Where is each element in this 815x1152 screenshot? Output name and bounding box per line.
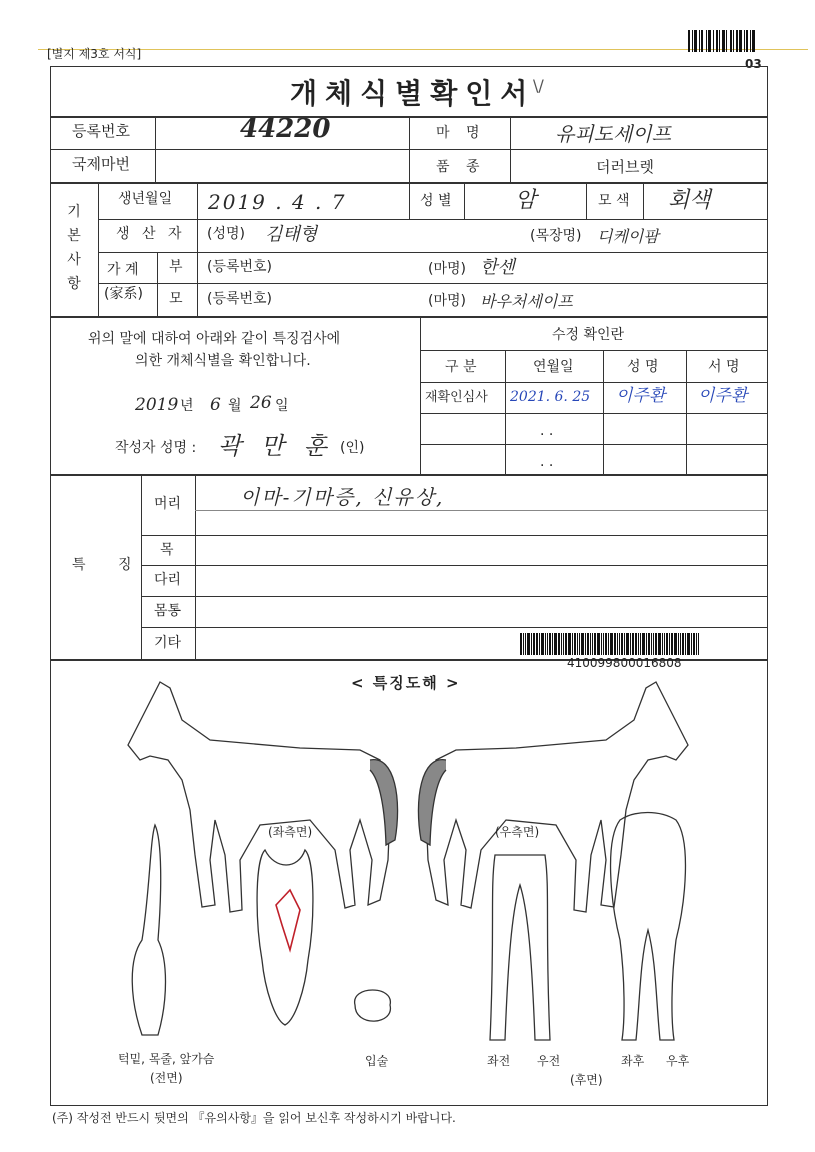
- muzzle-label: 입술: [365, 1054, 389, 1068]
- left-hind-label: 좌후: [621, 1054, 645, 1068]
- date-month: 6: [210, 395, 221, 415]
- diagram-title: < 특징도해 >: [351, 674, 461, 692]
- feature-label-neck: 목: [160, 542, 174, 558]
- date-month-unit: 월: [228, 398, 242, 414]
- color-label: 모 색: [598, 193, 630, 209]
- amend-row1-sign: 이주환: [698, 386, 748, 406]
- feature-label-head: 머리: [154, 496, 182, 512]
- sire-label: 부: [169, 259, 183, 275]
- amend-row1-type: 재확인심사: [425, 390, 488, 405]
- seal-label: (인): [340, 440, 365, 456]
- color-value: 회색: [668, 188, 711, 213]
- statement-line2: 의한 개체식별을 확인합니다.: [135, 353, 311, 369]
- amend-title: 수정 확인란: [552, 327, 625, 343]
- barcode-number: 410099800016808: [567, 656, 682, 670]
- front-chest-view: [132, 825, 165, 1035]
- writer-value: 곽 만 훈: [218, 432, 333, 460]
- horse-name-value: 유피도세이프: [555, 122, 671, 146]
- birth-value: 2019 . 4 . 7: [208, 190, 347, 214]
- date-day-unit: 일: [275, 398, 289, 414]
- date-year-unit: 년: [180, 398, 194, 414]
- amend-header-sign: 서 명: [708, 359, 740, 375]
- dam-name-label: (마명): [428, 293, 466, 309]
- dam-reg-no-label: (등록번호): [207, 291, 273, 307]
- feature-label-body: 몸통: [154, 603, 182, 619]
- top-barcode: [688, 30, 755, 52]
- footer-note: (주) 작성전 반드시 뒷면의 『유의사항』을 읽어 보신후 작성하시기 바랍니다.: [52, 1111, 456, 1125]
- sex-label: 성 별: [420, 193, 452, 209]
- amend-row3-date: . .: [540, 454, 554, 470]
- page-number: 03: [745, 57, 762, 71]
- page-title: 개체식별확인서: [290, 77, 536, 110]
- amend-header-date: 연월일: [533, 359, 574, 375]
- dam-label: 모: [169, 291, 183, 307]
- feature-value-head: 이마-기마증, 신유상,: [240, 485, 445, 509]
- horse-diagram: [50, 660, 766, 1105]
- statement-line1: 위의 말에 대하여 아래와 같이 특징검사에: [88, 331, 341, 347]
- farm-value: 디케이팜: [597, 227, 659, 246]
- amend-header-name: 성 명: [627, 359, 659, 375]
- basic-section-label: 기 본 사 항: [67, 204, 81, 292]
- right-fore-label: 우전: [537, 1054, 561, 1068]
- farm-label: (목장명): [530, 228, 582, 244]
- amend-row1-name: 이주환: [616, 386, 666, 406]
- horse-name-label: 마 명: [436, 125, 486, 141]
- head-front-view: [257, 850, 313, 1025]
- left-side-horse: [128, 682, 398, 912]
- left-side-label: (좌측면): [268, 825, 313, 839]
- rear-label: (후면): [570, 1073, 603, 1087]
- birth-label: 생년월일: [118, 191, 173, 207]
- amend-header-type: 구 분: [445, 359, 477, 375]
- producer-name-value: 김태형: [265, 224, 318, 245]
- date-year: 2019: [135, 395, 179, 415]
- sex-value: 암: [515, 188, 537, 213]
- front-caption: 턱밑, 목줄, 앞가슴: [118, 1052, 215, 1066]
- muzzle-view: [355, 990, 391, 1021]
- form-tag: [별지 제3호 서식]: [47, 47, 142, 61]
- producer-name-label: (성명): [207, 226, 245, 242]
- family-label-hanja: (家系): [104, 286, 143, 302]
- breed-label: 품 종: [436, 159, 486, 175]
- front-label: (전면): [150, 1071, 183, 1085]
- breed-value: 더러브렛: [596, 158, 654, 176]
- feature-barcode: [520, 633, 699, 655]
- amend-row1-date: 2021. 6. 25: [510, 389, 591, 405]
- amend-row2-date: . .: [540, 423, 554, 439]
- right-side-horse: [418, 682, 688, 912]
- sire-name-value: 한센: [480, 257, 515, 278]
- features-section-label: 특 징: [72, 557, 146, 573]
- reg-no-label: 등록번호: [72, 122, 130, 140]
- producer-label: 생 산 자: [116, 226, 186, 242]
- feature-label-leg: 다리: [154, 572, 182, 588]
- title-check-mark: \/: [533, 76, 544, 95]
- family-label: 가 계: [107, 262, 139, 278]
- date-day: 26: [250, 393, 272, 413]
- sire-reg-no-label: (등록번호): [207, 259, 273, 275]
- intl-no-label: 국제마번: [72, 155, 130, 173]
- dam-name-value: 바우처세이프: [480, 292, 573, 311]
- sire-name-label: (마명): [428, 261, 466, 277]
- left-fore-label: 좌전: [487, 1054, 511, 1068]
- right-side-label: (우측면): [495, 825, 540, 839]
- feature-label-other: 기타: [154, 635, 182, 651]
- fore-legs-view: [490, 855, 550, 1040]
- reg-no-value: 44220: [240, 114, 331, 144]
- right-hind-label: 우후: [666, 1054, 690, 1068]
- writer-label: 작성자 성명 :: [115, 440, 197, 456]
